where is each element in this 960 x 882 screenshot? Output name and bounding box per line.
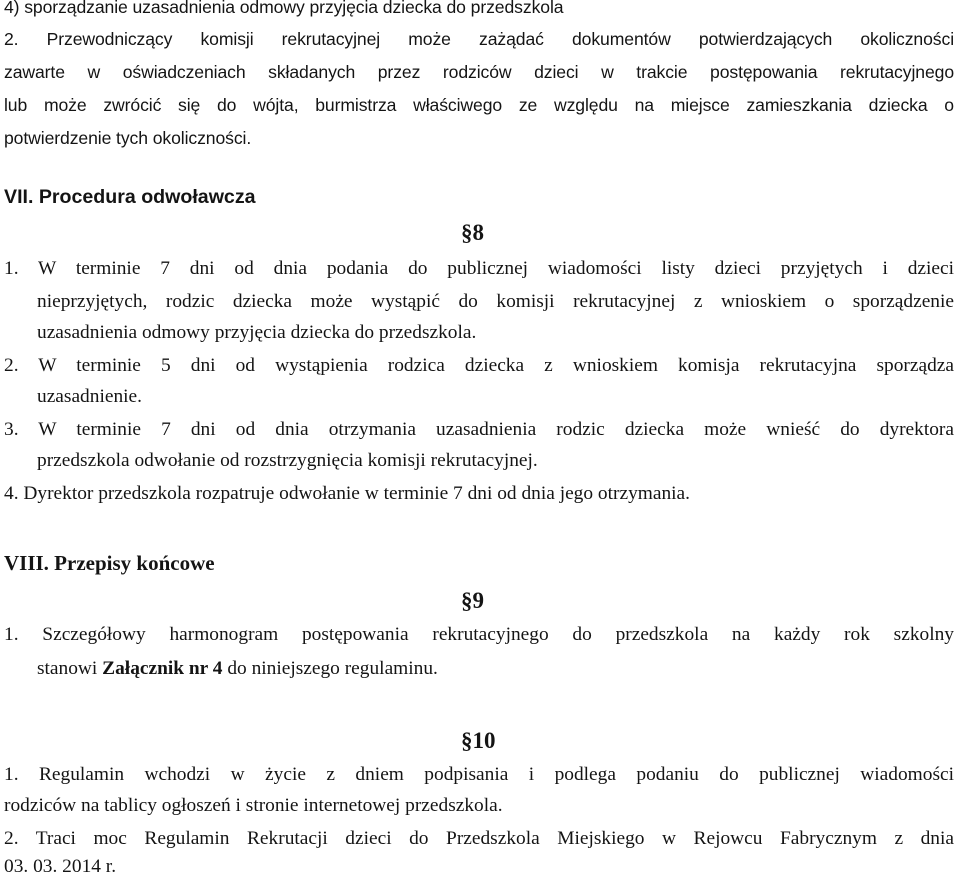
- attachment-reference: Załącznik nr 4: [102, 658, 223, 679]
- paragraph-2-line-1: 2. Przewodniczący komisji rekrutacyjnej może zażądać dokumentów potwierdzających okoliczności: [4, 29, 954, 49]
- paragraph-2-line-3: lub może zwrócić się do wójta, burmistrza właściwego ze względu na miejsce zamieszkania dziecka o: [4, 95, 954, 115]
- s8-item-1-line-3: uzasadnienia odmowy przyjęcia dziecka do przedszkola.: [37, 322, 477, 343]
- section-sign-icon: §: [461, 588, 473, 613]
- section-heading-viii: VIII. Przepisy końcowe: [4, 551, 215, 575]
- s9-item-1-line-2: [37, 654, 737, 684]
- section-number: 8: [472, 220, 484, 245]
- s10-item-2-line-2: 03. 03. 2014 r.: [4, 856, 117, 877]
- s8-item-2-line-2: uzasadnienie.: [37, 386, 142, 407]
- section-heading-vii: VII. Procedura odwoławcza: [4, 186, 256, 208]
- s8-item-4: 4. Dyrektor przedszkola rozpatruje odwołanie w terminie 7 dni od dnia jego otrzymania.: [4, 483, 690, 504]
- paragraph-2-line-4: potwierdzenie tych okoliczności.: [4, 128, 252, 148]
- list-item-4: 4) sporządzanie uzasadnienia odmowy przyjęcia dziecka do przedszkola: [4, 0, 564, 17]
- paragraph-2-line-2: zawarte w oświadczeniach składanych przez rodziców dzieci w trakcie postępowania rekrutacyjnego: [4, 62, 954, 82]
- s10-item-2-line-1: 2. Traci moc Regulamin Rekrutacji dzieci do Przedszkola Miejskiego w Rejowcu Fabrycznym z dnia: [4, 828, 954, 849]
- s8-item-1-line-2: nieprzyjętych, rodzic dziecka może wystąpić do komisji rekrutacyjnej z wnioskiem o sporządzenie: [37, 291, 954, 312]
- section-number: 10: [472, 728, 496, 753]
- s9-item-1-line-1: 1. Szczegółowy harmonogram postępowania rekrutacyjnego do przedszkola na każdy rok szkolny: [4, 624, 954, 645]
- s8-item-3-line-2: przedszkola odwołanie od rozstrzygnięcia komisji rekrutacyjnej.: [37, 450, 538, 471]
- text-run: do niniejszego regulaminu.: [222, 658, 438, 679]
- section-mark-10: [461, 726, 496, 756]
- s8-item-1-line-1: 1. W terminie 7 dni od dnia podania do publicznej wiadomości listy dzieci przyjętych i dzieci: [4, 258, 954, 279]
- section-number: 9: [472, 588, 484, 613]
- s8-item-2-line-1: 2. W terminie 5 dni od wystąpienia rodzica dziecka z wnioskiem komisja rekrutacyjna sporządza: [4, 355, 954, 376]
- section-sign-icon: §: [461, 220, 473, 245]
- s10-item-1-line-2: rodziców na tablicy ogłoszeń i stronie internetowej przedszkola.: [4, 795, 503, 816]
- text-run: stanowi: [37, 658, 103, 679]
- s10-item-1-line-1: 1. Regulamin wchodzi w życie z dniem podpisania i podlega podaniu do publicznej wiadomości: [4, 764, 954, 785]
- section-sign-icon: §: [461, 728, 473, 753]
- s8-item-3-line-1: 3. W terminie 7 dni od dnia otrzymania uzasadnienia rodzic dziecka może wnieść do dyrektora: [4, 419, 954, 440]
- section-mark-8: [461, 218, 484, 248]
- section-mark-9: [461, 586, 484, 616]
